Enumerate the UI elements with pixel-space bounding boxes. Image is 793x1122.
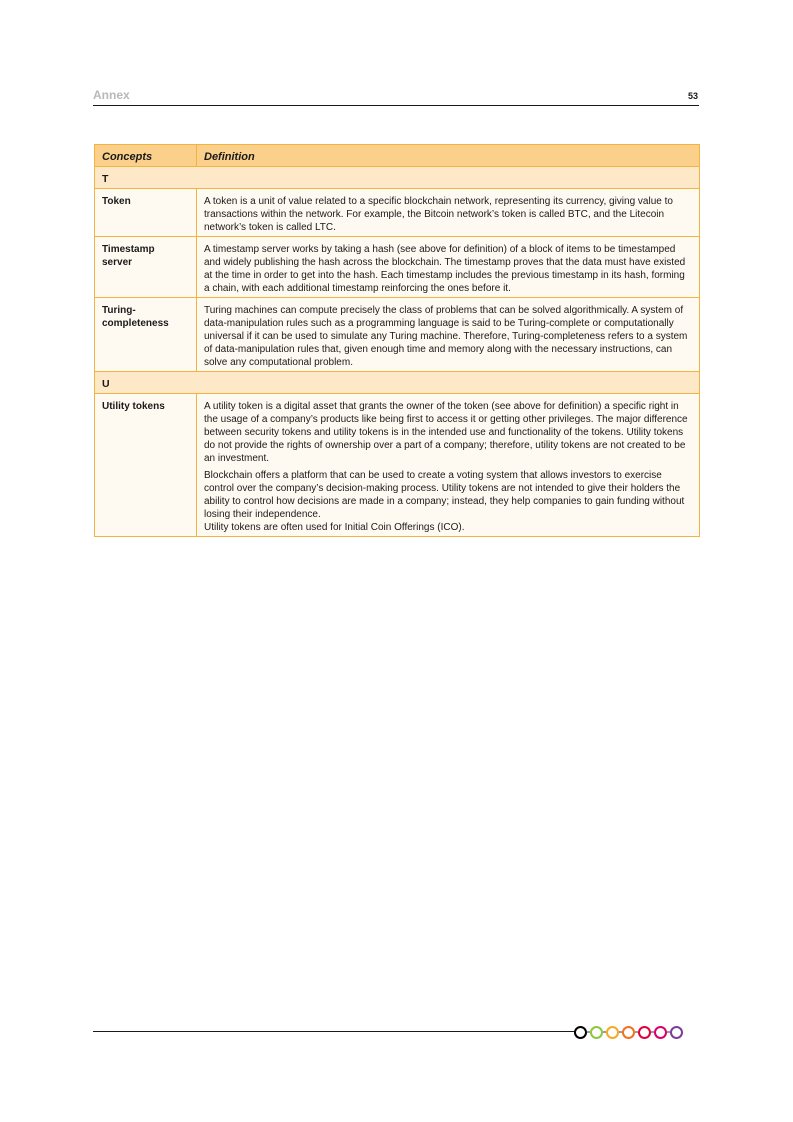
running-header-title: Annex bbox=[93, 88, 130, 102]
section-letter: T bbox=[95, 167, 700, 189]
footer-dot-icon bbox=[670, 1026, 683, 1039]
header-rule bbox=[93, 105, 699, 106]
table-row-timestamp-server bbox=[95, 237, 700, 298]
definition-paragraph: A token is a unit of value related to a specific blockchain network, representing its currency, giving value to transactions within the network. For example, the Bitcoin network’s token is called BTC, and the Litecoin network’s token is called LTC. bbox=[204, 196, 673, 233]
definition-paragraph: A timestamp server works by taking a hash (see above for definition) of a block of items to be timestamped and widely publishing the hash across the blockchain. The timestamp proves that the data must have existed at the time in order to get into the hash. Each timestamp includes the previous timestamp in its hash, forming a chain, with each additional timestamp reinforcing the ones before it. bbox=[204, 244, 686, 294]
concept-cell: Turing-completeness bbox=[95, 298, 197, 372]
footer-dot-icon bbox=[654, 1026, 667, 1039]
footer-dot-icon bbox=[638, 1026, 651, 1039]
definition-cell bbox=[197, 298, 700, 372]
footer-dot-icon bbox=[622, 1026, 635, 1039]
definition-cell bbox=[197, 394, 700, 537]
table-row-turing-completeness bbox=[95, 298, 700, 372]
definition-paragraph: A utility token is a digital asset that grants the owner of the token (see above for definition) a specific right in the usage of a company’s products like being first to access it or getting other privileges. The major difference between security tokens and utility tokens is in the intended use and functionality of the tokens. Utility tokens do not provide the rights of ownership over a part of a company; therefore, utility tokens are not created to be an investment. bbox=[204, 401, 688, 464]
footer-dot-icon bbox=[574, 1026, 587, 1039]
definition-cell bbox=[197, 237, 700, 298]
table-row-token bbox=[95, 189, 700, 237]
column-header-definition: Definition bbox=[197, 145, 700, 167]
definition-cell bbox=[197, 189, 700, 237]
footer-dot-chain bbox=[574, 1024, 683, 1040]
concept-cell: Timestamp server bbox=[95, 237, 197, 298]
definition-paragraph: Turing machines can compute precisely the class of problems that can be solved algorithmically. A system of data-manipulation rules such as a programming language is said to be Turing-complete or computationally universal if it can be used to simulate any Turing machine. Therefore, Turing-completeness refers to a system of data-manipulation rules that, given enough time and memory along with the necessary instructions, can solve any computational problem. bbox=[204, 305, 688, 368]
section-row-u bbox=[95, 372, 700, 394]
column-header-concepts: Concepts bbox=[95, 145, 197, 167]
concept-cell: Token bbox=[95, 189, 197, 237]
table-row-utility-tokens bbox=[95, 394, 700, 537]
section-row-t bbox=[95, 167, 700, 189]
definition-paragraph: Blockchain offers a platform that can be used to create a voting system that allows investors to exercise control over the company’s decision-making process. Utility tokens are not intended to give their holders the ability to control how decisions are made in a company; instead, they help companies to gain funding without losing their independence. bbox=[204, 470, 685, 520]
table-header-row bbox=[95, 145, 700, 167]
glossary-table bbox=[94, 144, 700, 537]
definition-paragraph: Utility tokens are often used for Initial Coin Offerings (ICO). bbox=[204, 522, 465, 533]
footer-rule bbox=[93, 1031, 576, 1032]
footer-dot-icon bbox=[606, 1026, 619, 1039]
concept-cell: Utility tokens bbox=[95, 394, 197, 537]
footer-dot-icon bbox=[590, 1026, 603, 1039]
page-number: 53 bbox=[687, 91, 698, 101]
section-letter: U bbox=[95, 372, 700, 394]
